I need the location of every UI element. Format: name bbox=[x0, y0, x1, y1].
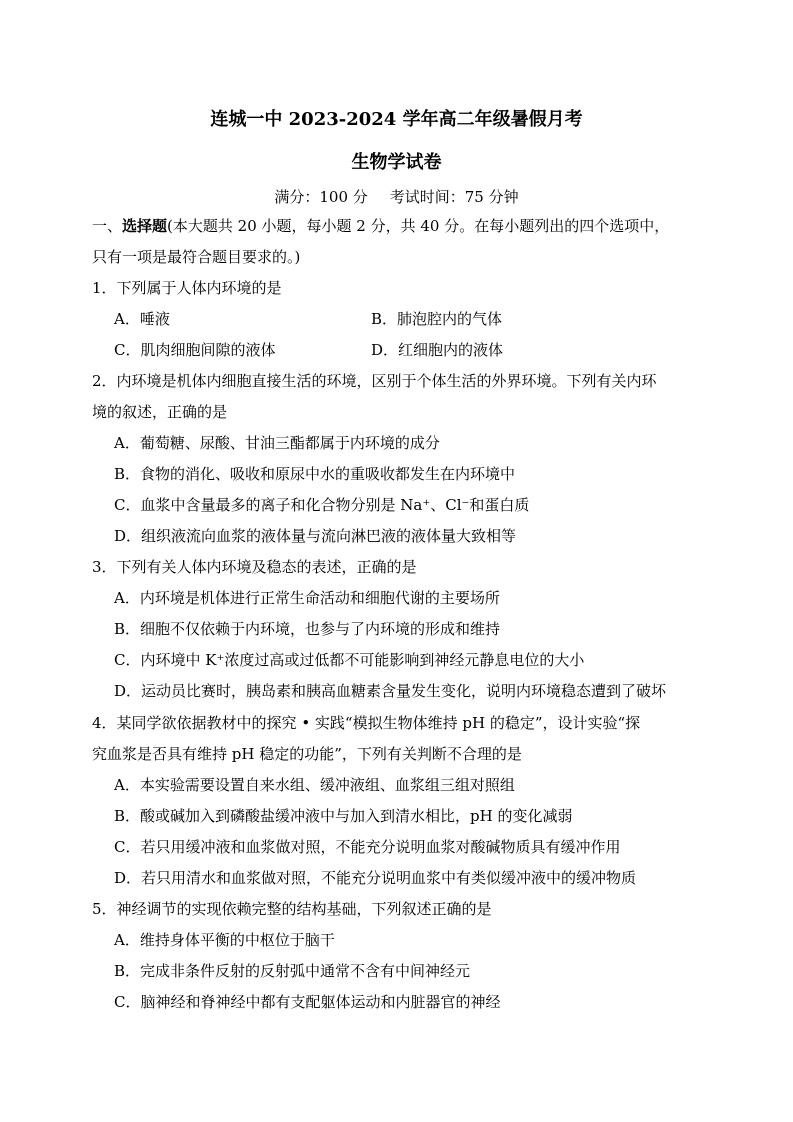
full-score: 满分：100 分 bbox=[274, 188, 368, 206]
section-desc: (本大题共 20 小题，每小题 2 分，共 40 分。在每小题列出的四个选项中， bbox=[167, 217, 670, 235]
question-2-stem: 2．内环境是机体内细胞直接生活的环境，区别于个体生活的外界环境。下列有关内环 bbox=[92, 372, 657, 390]
exam-time: 考试时间：75 分钟 bbox=[389, 188, 519, 206]
question-1-stem: 1．下列属于人体内环境的是 bbox=[92, 279, 282, 297]
question-2-option-c: C．血浆中含量最多的离子和化合物分别是 Na⁺、Cl⁻和蛋白质 bbox=[114, 496, 530, 514]
question-1-option-a: A．唾液 bbox=[114, 310, 170, 328]
section-heading bbox=[92, 217, 669, 235]
exam-title: 连城一中 2023-2024 学年高二年级暑假月考 bbox=[210, 109, 583, 130]
exam-meta bbox=[0, 186, 793, 207]
question-3-stem: 3．下列有关人体内环境及稳态的表述，正确的是 bbox=[92, 558, 417, 576]
question-1-option-b: B．肺泡腔内的气体 bbox=[371, 310, 503, 328]
question-2-option-d: D．组织液流向血浆的液体量与流向淋巴液的液体量大致相等 bbox=[114, 527, 517, 545]
question-1-option-c: C．肌肉细胞间隙的液体 bbox=[114, 341, 276, 359]
question-2-option-a: A．葡萄糖、尿酸、甘油三酯都属于内环境的成分 bbox=[114, 434, 440, 452]
question-4-option-c: C．若只用缓冲液和血浆做对照，不能充分说明血浆对酸碱物质具有缓冲作用 bbox=[114, 838, 621, 856]
question-4-option-b: B．酸或碱加入到磷酸盐缓冲液中与加入到清水相比，pH 的变化减弱 bbox=[114, 807, 573, 825]
question-3-option-b: B．细胞不仅依赖于内环境，也参与了内环境的形成和维持 bbox=[114, 620, 501, 638]
question-3-option-d: D．运动员比赛时，胰岛素和胰高血糖素含量发生变化，说明内环境稳态遭到了破坏 bbox=[114, 682, 667, 700]
question-4-option-a: A．本实验需要设置自来水组、缓冲液组、血浆组三组对照组 bbox=[114, 776, 515, 794]
question-4-stem-cont: 究血浆是否具有维持 pH 稳定的功能”，下列有关判断不合理的是 bbox=[92, 745, 522, 763]
section-name: 选择题 bbox=[122, 217, 168, 235]
question-5-option-a: A．维持身体平衡的中枢位于脑干 bbox=[114, 931, 335, 949]
exam-subtitle: 生物学试卷 bbox=[351, 152, 442, 173]
question-4-stem: 4．某同学欲依据教材中的探究 • 实践“模拟生物体维持 pH 的稳定”，设计实验“探 bbox=[92, 714, 641, 732]
question-3-option-a: A．内环境是机体进行正常生命活动和细胞代谢的主要场所 bbox=[114, 589, 500, 607]
question-5-option-b: B．完成非条件反射的反射弧中通常不含有中间神经元 bbox=[114, 962, 471, 980]
section-desc-cont: 只有一项是最符合题目要求的。) bbox=[92, 248, 301, 266]
question-4-option-d: D．若只用清水和血浆做对照，不能充分说明血浆中有类似缓冲液中的缓冲物质 bbox=[114, 869, 637, 887]
section-prefix: 一、 bbox=[92, 217, 123, 235]
question-2-stem-cont: 境的叙述，正确的是 bbox=[92, 403, 228, 421]
question-1-option-d: D．红细胞内的液体 bbox=[371, 341, 504, 359]
question-5-option-c: C．脑神经和脊神经中都有支配躯体运动和内脏器官的神经 bbox=[114, 993, 501, 1011]
question-5-stem: 5．神经调节的实现依赖完整的结构基础，下列叙述正确的是 bbox=[92, 900, 492, 918]
question-3-option-c: C．内环境中 K⁺浓度过高或过低都不可能影响到神经元静息电位的大小 bbox=[114, 651, 585, 669]
question-2-option-b: B．食物的消化、吸收和原尿中水的重吸收都发生在内环境中 bbox=[114, 465, 516, 483]
